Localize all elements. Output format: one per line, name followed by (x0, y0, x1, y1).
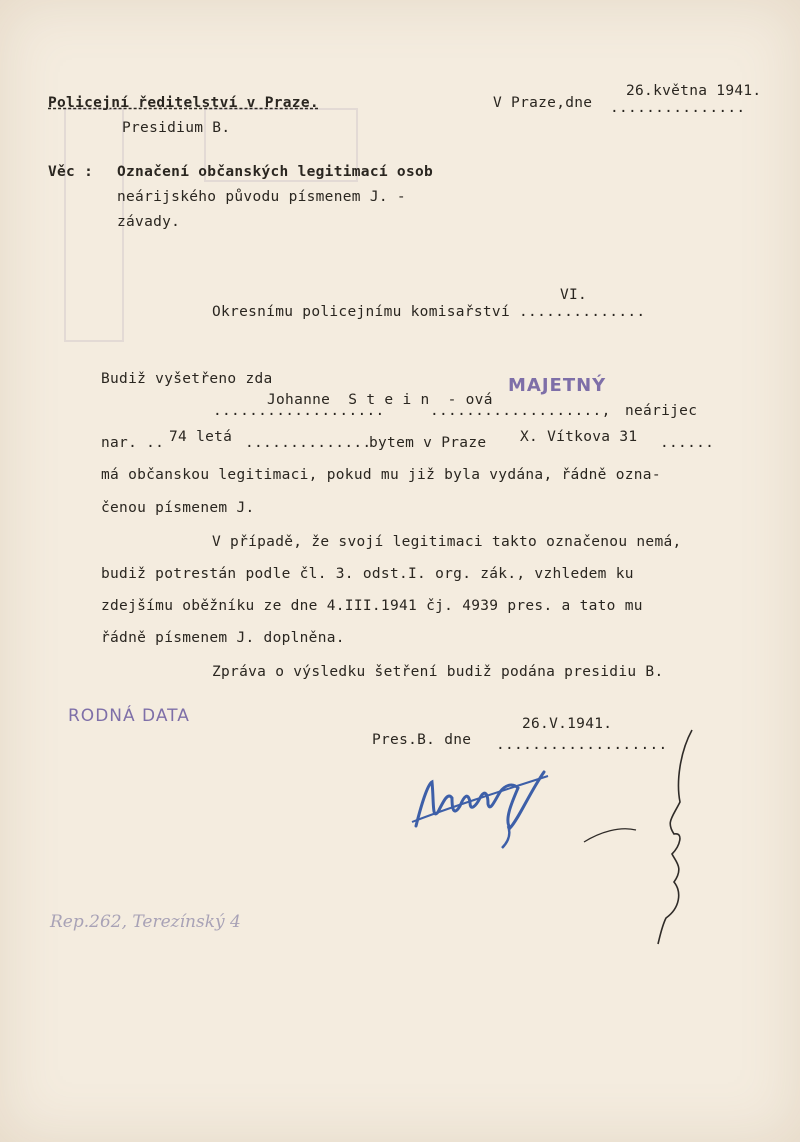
ink-paraph (580, 722, 710, 952)
place-dots: ............... (610, 100, 746, 116)
issue-date: 26.května 1941. (626, 83, 762, 99)
birth-data-stamp: RODNÁ DATA (68, 706, 190, 726)
person-age: 74 letá (169, 429, 233, 445)
department: Presidium B. (122, 120, 231, 136)
faded-stamp (64, 108, 124, 342)
body-intro: Budiž vyšetřeno zda (101, 371, 273, 387)
residence-address: X. Vítkova 31 (520, 429, 638, 445)
property-stamp: MAJETNÝ (508, 375, 607, 396)
addressee-line: Okresnímu policejnímu komisařství .............. (212, 304, 646, 320)
born-label: nar. .. (101, 435, 165, 451)
body-line-7: zdejšímu oběžníku ze dne 4.III.1941 čj. 4939 pres. a tato mu (101, 598, 643, 614)
body-line-9: Zpráva o výsledku šetření budiž podána presidiu B. (212, 664, 664, 680)
issuing-authority: Policejní ředitelství v Praze. (48, 95, 319, 111)
place-label: V Praze,dne (493, 95, 593, 111)
nonaryan-label: neárijec (625, 403, 698, 419)
body-line-8: řádně písmenem J. doplněna. (101, 630, 345, 646)
footer-signoff: Pres.B. dne (372, 732, 472, 748)
district-number: VI. (560, 287, 588, 303)
subject-label: Věc : (48, 164, 94, 180)
body-line-6: budiž potrestán podle čl. 3. odst.I. org. zák., vzhledem ku (101, 566, 634, 582)
name-dots-right: ..................., (430, 403, 620, 419)
body-line-5: V případě, že svojí legitimaci takto označenou nemá, (212, 534, 682, 550)
footer-dots: ................... (496, 737, 668, 753)
person-name: Johanne S t e i n - ová (267, 392, 493, 408)
subject-line-3: závady. (117, 214, 181, 230)
residence-label: bytem v Praze (369, 435, 487, 451)
address-dots: ...... (660, 435, 715, 451)
name-dots-left: ................... (213, 403, 385, 419)
subject-line-2: neárijského původu písmenem J. - (117, 189, 406, 205)
body-line-3: má občanskou legitimaci, pokud mu již byla vydána, řádně ozna- (101, 467, 661, 483)
pencil-note: Rep.262, Terezínský 4 (50, 912, 241, 932)
footer-date: 26.V.1941. (522, 716, 613, 732)
age-dots: .............. (245, 435, 372, 451)
blue-signature (408, 762, 558, 852)
body-line-4: čenou písmenem J. (101, 500, 255, 516)
subject-line-1: Označení občanských legitimací osob (117, 164, 434, 180)
